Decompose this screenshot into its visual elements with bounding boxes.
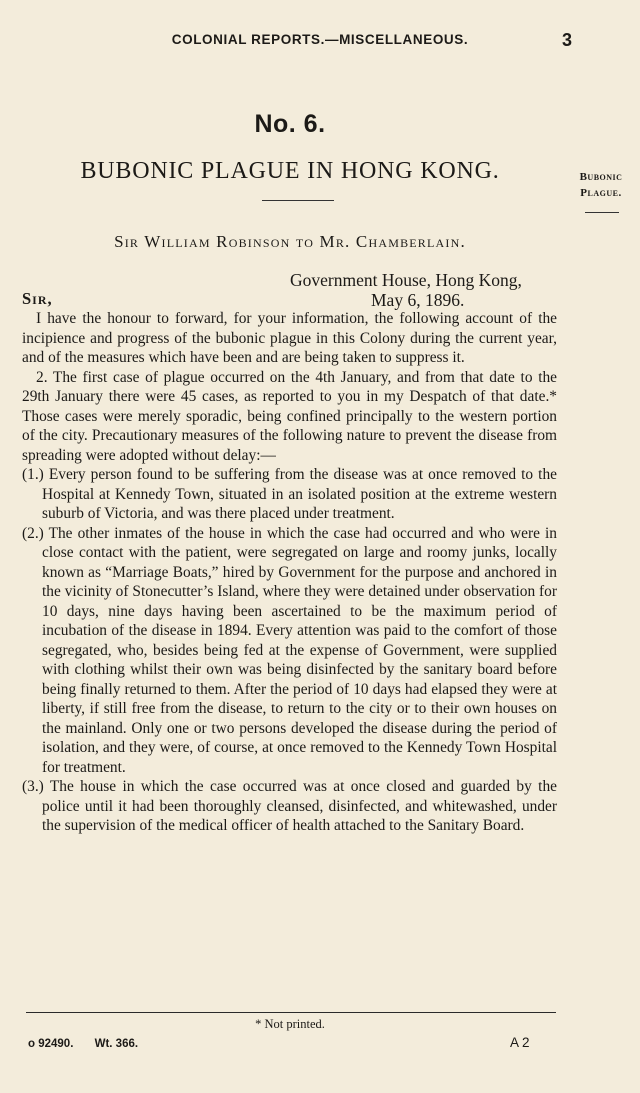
margin-divider: [585, 212, 619, 213]
page-number: 3: [562, 30, 573, 50]
letter-subtitle: Sir William Robinson to Mr. Chamberlain.: [114, 232, 466, 251]
print-code: o 92490.: [28, 1038, 74, 1050]
print-line: [28, 1038, 156, 1050]
footnote-divider: [26, 1012, 556, 1013]
margin-note-line-2: Plague.: [580, 187, 622, 199]
list-item: (2.) The other inmates of the house in which the case had occurred and who were in close contact with the patient, were segregated on large and roomy junks, locally known as “Marriage Boats,” hired by Government for the purpose and anchored in the vicinity of Stonecutter’s Island, where they were detained under observation for 10 days, nine days having been ascertained to be the maximum period of incubation of the disease in 1894. Every attention was paid to the comfort of those segregated, who, besides being fed at the expense of Government, were supplied with clothing whilst their own was being disinfected by the sanitary board before being finally returned to them. After the period of 10 days had elapsed they were at liberty, if still free from the disease, to return to the city or to their own houses on the mainland. Only one or two persons developed the disease during the period of isolation, and they were, of course, at once removed to the Kennedy Town Hospital for treatment.: [22, 524, 557, 776]
running-header: COLONIAL REPORTS.—MISCELLANEOUS.: [171, 32, 469, 47]
list-item: (3.) The house in which the case occurred was at once closed and guarded by the police until it had been thoroughly cleansed, disinfected, and whitewashed, under the supervision of the medical officer of health attached to the Sanitary Board.: [22, 778, 557, 834]
paragraph: I have the honour to forward, for your information, the following account of the incipience and progress of the bubonic plague in this Colony during the current year, and of the measures which have been and are being taken to suppress it.: [22, 310, 557, 366]
margin-note: [566, 169, 636, 201]
salutation: Sir,: [22, 289, 53, 308]
letter-body: [22, 309, 557, 836]
address-date: May 6, 1896.: [371, 290, 465, 310]
print-weight: Wt. 366.: [94, 1038, 139, 1050]
document-number: No. 6.: [254, 110, 326, 138]
signature-mark: A 2: [510, 1035, 530, 1050]
address-line-1: Government House, Hong Kong,: [290, 270, 522, 290]
document-title: BUBONIC PLAGUE IN HONG KONG.: [80, 158, 500, 184]
letter-address: [290, 270, 522, 310]
margin-note-line-1: Bubonic: [579, 171, 623, 183]
list-item: (1.) Every person found to be suffering from the disease was at once removed to the Hospital at Kennedy Town, situated in an isolated position at the extreme western suburb of Victoria, and was there placed under treatment.: [22, 466, 557, 522]
footnote: * Not printed.: [255, 1017, 325, 1031]
title-divider: [262, 200, 334, 201]
paragraph: 2. The first case of plague occurred on the 4th January, and from that date to the 29th January there were 45 cases, as reported to you in my Despatch of that date.* Those cases were merely sporadic, being confined principally to the western portion of the city. Precautionary measures of the following nature to prevent the disease from spreading were adopted without delay:—: [22, 368, 557, 464]
